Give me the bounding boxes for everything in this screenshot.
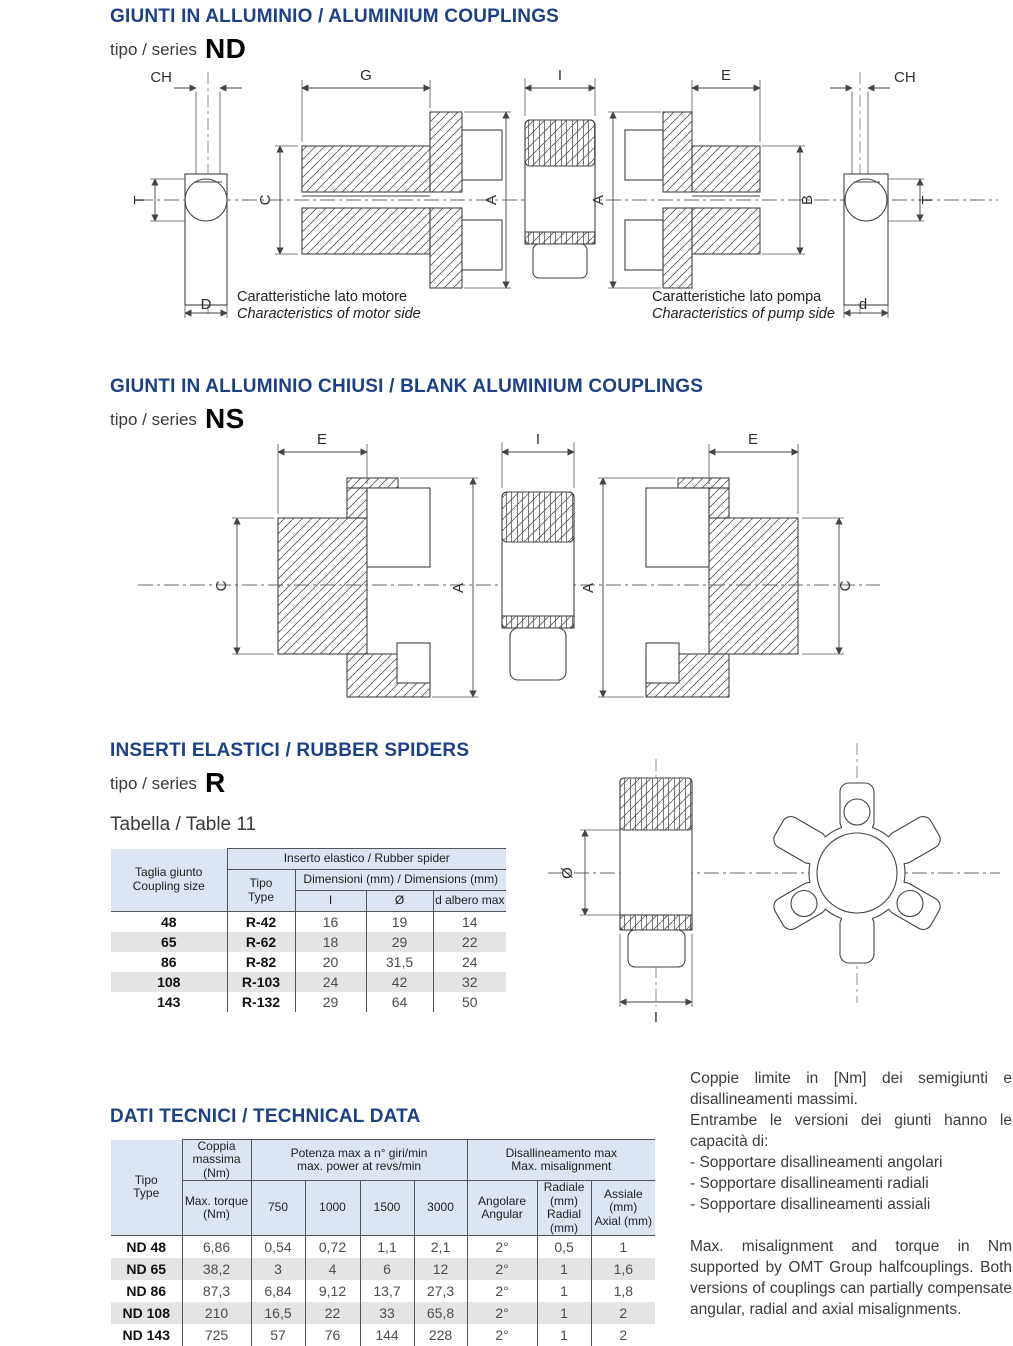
col-header-torque-en: Max. torque (Nm) — [182, 1181, 251, 1236]
nd-pump-caption-it: Caratteristiche lato pompa — [652, 289, 822, 305]
nd-motor-caption-it: Caratteristiche lato motore — [237, 289, 408, 305]
table-row: 108 R-103 24 42 32 — [111, 972, 506, 992]
col-header-rubber-spider-group: Inserto elastico / Rubber spider — [227, 849, 506, 870]
nd-dim-a-pump: A — [590, 194, 607, 206]
r-dim-i: I — [653, 1009, 659, 1026]
nd-pump-caption — [652, 289, 835, 323]
note-it-versions: Entrambe le versioni dei giunti hanno le capacità di: — [690, 1112, 1012, 1150]
nd-series-prefix: tipo / series — [110, 40, 197, 59]
r-section-title: INSERTI ELASTICI / RUBBER SPIDERS — [110, 740, 470, 761]
nd-dim-g: G — [360, 67, 372, 84]
col-header-dimensions: Dimensioni (mm) / Dimensions (mm) — [295, 870, 506, 891]
nd-series-code: ND — [204, 33, 247, 64]
col-header-dia: Ø — [366, 891, 433, 912]
note-it-limits: Coppie limite in [Nm] dei semigiunti e disallineamenti massimi. — [690, 1070, 1012, 1108]
nd-motor-caption — [237, 289, 421, 323]
nd-dim-i: I — [557, 67, 563, 84]
nd-dim-b: B — [799, 194, 816, 206]
col-header-rpm-1000: 1000 — [305, 1181, 360, 1236]
ns-left-coupling-view — [213, 431, 478, 697]
nd-spider-side-view — [525, 67, 595, 278]
ns-dim-e-right: E — [747, 431, 759, 448]
note-bullet-angular: - Sopportare disallineamenti angolari — [690, 1154, 943, 1171]
ns-series-prefix: tipo / series — [110, 410, 197, 429]
nd-series-line — [110, 33, 246, 65]
tech-section-title: DATI TECNICI / TECHNICAL DATA — [110, 1106, 421, 1127]
col-header-axial: Assiale (mm) Axial (mm) — [591, 1181, 655, 1236]
table-row: ND 108 210 16,5 22 33 65,8 2° 1 2 — [111, 1302, 655, 1324]
table-row: 86 R-82 20 31,5 24 — [111, 952, 506, 972]
table-row: ND 65 38,2 3 4 6 12 2° 1 1,6 — [111, 1258, 655, 1280]
rubber-spider-drawing — [540, 735, 1010, 1040]
r-series-line — [110, 767, 226, 799]
col-header-coupling-size: Taglia giunto Coupling size — [111, 849, 227, 912]
col-header-misalignment-group: Disallineamento max Max. misalignment — [467, 1140, 655, 1181]
ns-couplings-drawing — [130, 430, 1010, 730]
col-header-rpm-750: 750 — [251, 1181, 305, 1236]
table-row: 48 R-42 16 19 14 — [111, 912, 506, 933]
col-header-type: Tipo Type — [111, 1140, 182, 1236]
r-dim-dia: Ø — [559, 867, 576, 879]
col-header-rpm-3000: 3000 — [414, 1181, 467, 1236]
nd-dim-d-small: d — [858, 296, 868, 313]
col-header-shaft-max: d albero max — [433, 891, 506, 912]
ns-dim-i: I — [535, 431, 541, 448]
ns-dim-e-left: E — [316, 431, 328, 448]
ns-right-coupling-view — [580, 431, 854, 697]
ns-section-title: GIUNTI IN ALLUMINIO CHIUSI / BLANK ALUMINIUM COUPLINGS — [110, 376, 704, 397]
ns-spider-side-view — [502, 431, 574, 680]
note-en: Max. misalignment and torque in Nm supported by OMT Group halfcouplings. Both versions of couplings can partially compensate angular, radial and axial misalignments. — [690, 1238, 1012, 1318]
nd-dim-d-cap: D — [200, 296, 212, 313]
technical-data-table — [111, 1139, 655, 1346]
nd-dim-ch-left: CH — [150, 69, 172, 86]
notes-block — [690, 1068, 1012, 1320]
col-header-i: I — [295, 891, 366, 912]
rubber-spider-table — [111, 848, 506, 1012]
table-row: ND 48 6,86 0,54 0,72 1,1 2,1 2° 0,5 1 — [111, 1236, 655, 1259]
ns-dim-c-left: C — [213, 580, 230, 592]
nd-dim-a-motor: A — [483, 194, 500, 206]
col-header-torque-it: Coppia massima (Nm) — [182, 1140, 251, 1181]
nd-motor-coupling-view — [257, 67, 511, 288]
r-series-prefix: tipo / series — [110, 774, 197, 793]
nd-motor-shaft-view — [131, 69, 242, 318]
nd-dim-t-left: T — [131, 195, 148, 205]
note-bullet-axial: - Sopportare disallineamenti assiali — [690, 1196, 931, 1213]
col-header-radial: Radiale (mm) Radial (mm) — [537, 1181, 591, 1236]
nd-pump-coupling-view — [590, 67, 816, 288]
col-header-power-group: Potenza max a n° giri/min max. power at revs/min — [251, 1140, 467, 1181]
table-row: 65 R-62 18 29 22 — [111, 932, 506, 952]
col-header-rpm-1500: 1500 — [360, 1181, 414, 1236]
notes-spacer — [690, 1215, 1012, 1236]
nd-pump-caption-en: Characteristics of pump side — [652, 306, 835, 322]
nd-section-title: GIUNTI IN ALLUMINIO / ALUMINIUM COUPLINGS — [110, 6, 560, 27]
table-row: 143 R-132 29 64 50 — [111, 992, 506, 1012]
table-row: ND 143 725 57 76 144 228 2° 1 2 — [111, 1324, 655, 1346]
r-table-caption: Tabella / Table 11 — [110, 814, 257, 835]
r-series-code: R — [204, 767, 226, 798]
nd-pump-shaft-view — [830, 69, 936, 318]
col-header-type: Tipo Type — [227, 870, 295, 912]
ns-dim-c-right: C — [837, 580, 854, 592]
spider-side-view — [559, 759, 692, 1026]
nd-motor-caption-en: Characteristics of motor side — [237, 306, 421, 322]
col-header-angular: Angolare Angular — [467, 1181, 537, 1236]
ns-series-code: NS — [204, 403, 245, 434]
table-row: ND 86 87,3 6,84 9,12 13,7 27,3 2° 1 1,8 — [111, 1280, 655, 1302]
ns-dim-a-left: A — [450, 582, 467, 594]
nd-dim-e: E — [720, 67, 732, 84]
ns-dim-a-right: A — [580, 582, 597, 594]
nd-dim-t-right: T — [919, 195, 936, 205]
nd-dim-c: C — [257, 194, 274, 206]
note-bullet-radial: - Sopportare disallineamenti radiali — [690, 1175, 929, 1192]
nd-dim-ch-right: CH — [894, 69, 916, 86]
